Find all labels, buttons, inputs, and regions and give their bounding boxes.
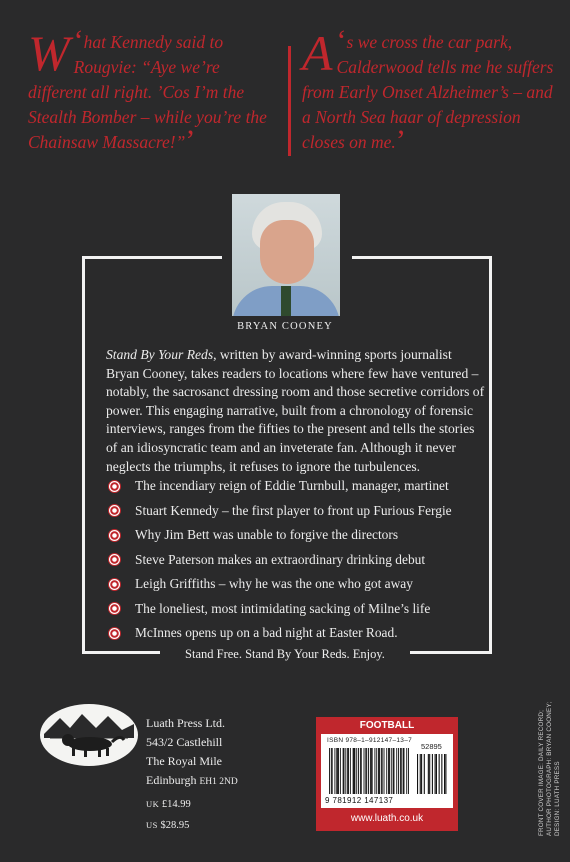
football-icon xyxy=(108,504,121,517)
publisher-address-line1: 543/2 Castlehill xyxy=(146,735,223,749)
list-item xyxy=(108,548,488,573)
price-us xyxy=(146,815,191,836)
prices xyxy=(146,794,191,836)
quote-right-dropcap: A xyxy=(302,25,333,81)
quote-right xyxy=(302,24,564,157)
list-item xyxy=(108,597,488,622)
quote-left-text: hat Kennedy said to Rougvie: “Aye we’re different all right. ’Cos I’m the Stealth Bomber – while you’re the Chainsaw Massacre!” xyxy=(28,32,267,152)
bullet-text: Leigh Griffiths – why he was the one who got away xyxy=(135,576,413,592)
close-quote-mark: ’ xyxy=(395,124,406,157)
list-item xyxy=(108,474,488,499)
credit-line-2: AUTHOR PHOTOGRAPH: BRYAN COONEY; xyxy=(546,701,553,836)
author-photo xyxy=(232,194,340,316)
logo-graphic xyxy=(40,704,138,766)
blurb-text: , written by award-winning sports journalist Bryan Cooney, takes readers to locations where few have ventured – notably, the sacrosanct dressing room and those secretive corridors of power. This engaging narrative, built from a chronology of forensic interviews, ranges from the fifties to the present and tells the stories of an idiosyncratic team and an inveterate fan. Although it never neglects the triumphs, it refuses to ignore the turbulences. xyxy=(106,347,485,474)
publisher-city: Edinburgh xyxy=(146,773,197,787)
publisher-address-line3 xyxy=(146,771,238,792)
quote-divider xyxy=(288,46,291,156)
price-uk xyxy=(146,794,191,815)
football-icon xyxy=(108,627,121,640)
quote-left xyxy=(28,24,280,157)
isbn-text: ISBN 978–1–912147–13–7 xyxy=(327,737,413,744)
bullet-list xyxy=(108,474,488,646)
barcode-panel xyxy=(321,734,453,808)
price-uk-label: UK xyxy=(146,799,160,809)
author-name: BRYAN COONEY xyxy=(237,321,333,332)
football-icon xyxy=(108,553,121,566)
ean-digits: 9 781912 147137 xyxy=(325,796,394,805)
publisher-postcode: EH1 2ND xyxy=(199,777,238,787)
price-uk-value: £14.99 xyxy=(161,799,191,810)
price-addon-code: 52895 xyxy=(421,742,442,751)
category-label: FOOTBALL xyxy=(359,720,415,731)
football-icon xyxy=(108,578,121,591)
publisher-name: Luath Press Ltd. xyxy=(146,716,225,730)
image-credits xyxy=(538,696,562,836)
list-item xyxy=(108,523,488,548)
tagline: Stand Free. Stand By Your Reds. Enjoy. xyxy=(185,647,385,661)
bullet-text: Steve Paterson makes an extraordinary drinking debut xyxy=(135,551,426,567)
credit-line-3: DESIGN: LUATH PRESS xyxy=(554,761,561,836)
publisher-address xyxy=(146,714,238,792)
price-us-value: $28.95 xyxy=(160,820,190,831)
website-url[interactable]: www.luath.co.uk xyxy=(350,813,424,824)
photo-face xyxy=(260,220,314,284)
football-icon xyxy=(108,480,121,493)
photo-tie xyxy=(281,286,291,316)
blurb-paragraph xyxy=(106,346,486,476)
credit-line-1: FRONT COVER IMAGE: DAILY RECORD; xyxy=(538,709,545,836)
quote-left-dropcap: W xyxy=(28,25,70,81)
bullet-text: The loneliest, most intimidating sacking of Milne’s life xyxy=(135,600,431,616)
list-item xyxy=(108,621,488,646)
list-item xyxy=(108,499,488,524)
barcode-box xyxy=(316,717,458,831)
price-us-label: US xyxy=(146,820,158,830)
open-quote-mark: ‘ xyxy=(336,24,347,57)
bullet-text: McInnes opens up on a bad night at Easter Road. xyxy=(135,625,398,641)
football-icon xyxy=(108,529,121,542)
open-quote-mark: ‘ xyxy=(73,24,84,57)
book-title: Stand By Your Reds xyxy=(106,347,214,362)
bullet-text: Why Jim Bett was unable to forgive the directors xyxy=(135,527,399,543)
luath-dog-logo-icon xyxy=(40,704,138,766)
barcode-icon xyxy=(329,748,447,796)
bullet-text: The incendiary reign of Eddie Turnbull, manager, martinet xyxy=(135,478,449,494)
publisher-address-line2: The Royal Mile xyxy=(146,754,222,768)
bullet-text: Stuart Kennedy – the first player to front up Furious Fergie xyxy=(135,502,452,518)
list-item xyxy=(108,572,488,597)
football-icon xyxy=(108,602,121,615)
quote-right-text: s we cross the car park, Calderwood tells me he suffers from Early Onset Alzheimer’s – and a North Sea haar of depression closes on me. xyxy=(302,32,554,152)
close-quote-mark: ’ xyxy=(185,124,196,157)
